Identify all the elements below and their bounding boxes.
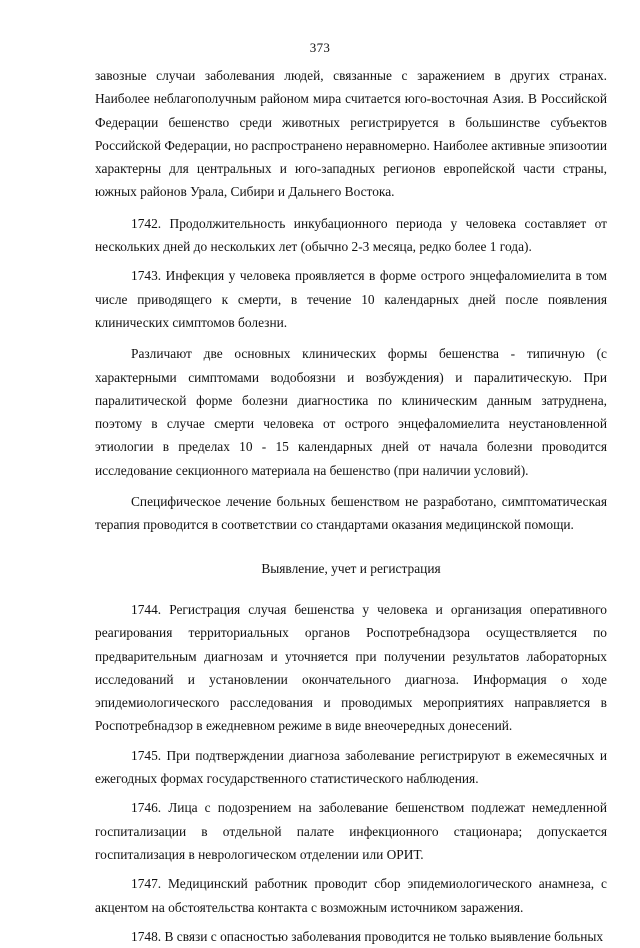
paragraph-forms: Различают две основных клинических формы бешенства - типичную (с характерными симптомами водобоязни и возбуждения) и паралитическую. При паралитической форме болезни диагностика по клиническим данным затруднена, поэтому в случае смерти человека от острого энцефаломиелита неустановленной этиологии в пределах 10 - 15 календарных дней от начала болезни проводится исследование секционного материала на бешенство (при наличии условий). xyxy=(95,346,607,478)
page-body xyxy=(95,64,607,948)
paragraph-1746: 1746. Лица с подозрением на заболевание бешенством подлежат немедленной госпитализации в отдельной палате инфекционного стационара; допускается госпитализация в неврологическом отделении или ОРИТ. xyxy=(95,800,607,862)
paragraph-continuation: завозные случаи заболевания людей, связанные с заражением в других странах. Наиболее неблагополучным районом мира считается юго-восточная Азия. В Российской Федерации бешенство среди животных регистрируется в большинстве субъектов Российской Федерации, но распространено неравномерно. Наиболее активные эпизоотии характерны для центральных и юго-западных регионов европейской части страны, южных районов Урала, Сибири и Дальнего Востока. xyxy=(95,68,608,200)
paragraph-1745: 1745. При подтверждении диагноза заболевание регистрируют в ежемесячных и ежегодных формах государственного статистического наблюдения. xyxy=(95,747,607,787)
section-heading: Выявление, учет и регистрация xyxy=(261,560,441,576)
paragraph-1744: 1744. Регистрация случая бешенства у человека и организация оперативного реагирования территориальных органов Роспотребнадзора осуществляется по предварительным диагнозам и уточняется при получении результатов лабораторных исследований и установлении окончательного диагноза. Информация о ходе эпидемиологического расследования и проводимых мероприятиях направляется в Роспотребнадзор в ежедневном режиме в виде внеочередных донесений. xyxy=(95,601,607,734)
paragraph-1747: 1747. Медицинский работник проводит сбор эпидемиологического анамнеза, с акцентом на обстоятельства контакта с возможным источником заражения. xyxy=(95,876,607,915)
page-number: 373 xyxy=(309,40,331,55)
paragraph-1742: 1742. Продолжительность инкубационного периода у человека составляет от нескольких дней до нескольких лет (обычно 2-3 месяца, редко более 1 года). xyxy=(95,215,607,255)
paragraph-1743: 1743. Инфекция у человека проявляется в форме острого энцефаломиелита в том числе приводящего к смерти, в течение 10 календарных дней после появления клинических симптомов болезни. xyxy=(95,268,607,330)
paragraph-1748: 1748. В связи с опасностью заболевания проводится не только выявление больных xyxy=(131,928,604,944)
paragraph-treatment: Специфическое лечение больных бешенством не разработано, симптоматическая терапия проводится в соответствии со стандартами оказания медицинской помощи. xyxy=(95,494,607,533)
